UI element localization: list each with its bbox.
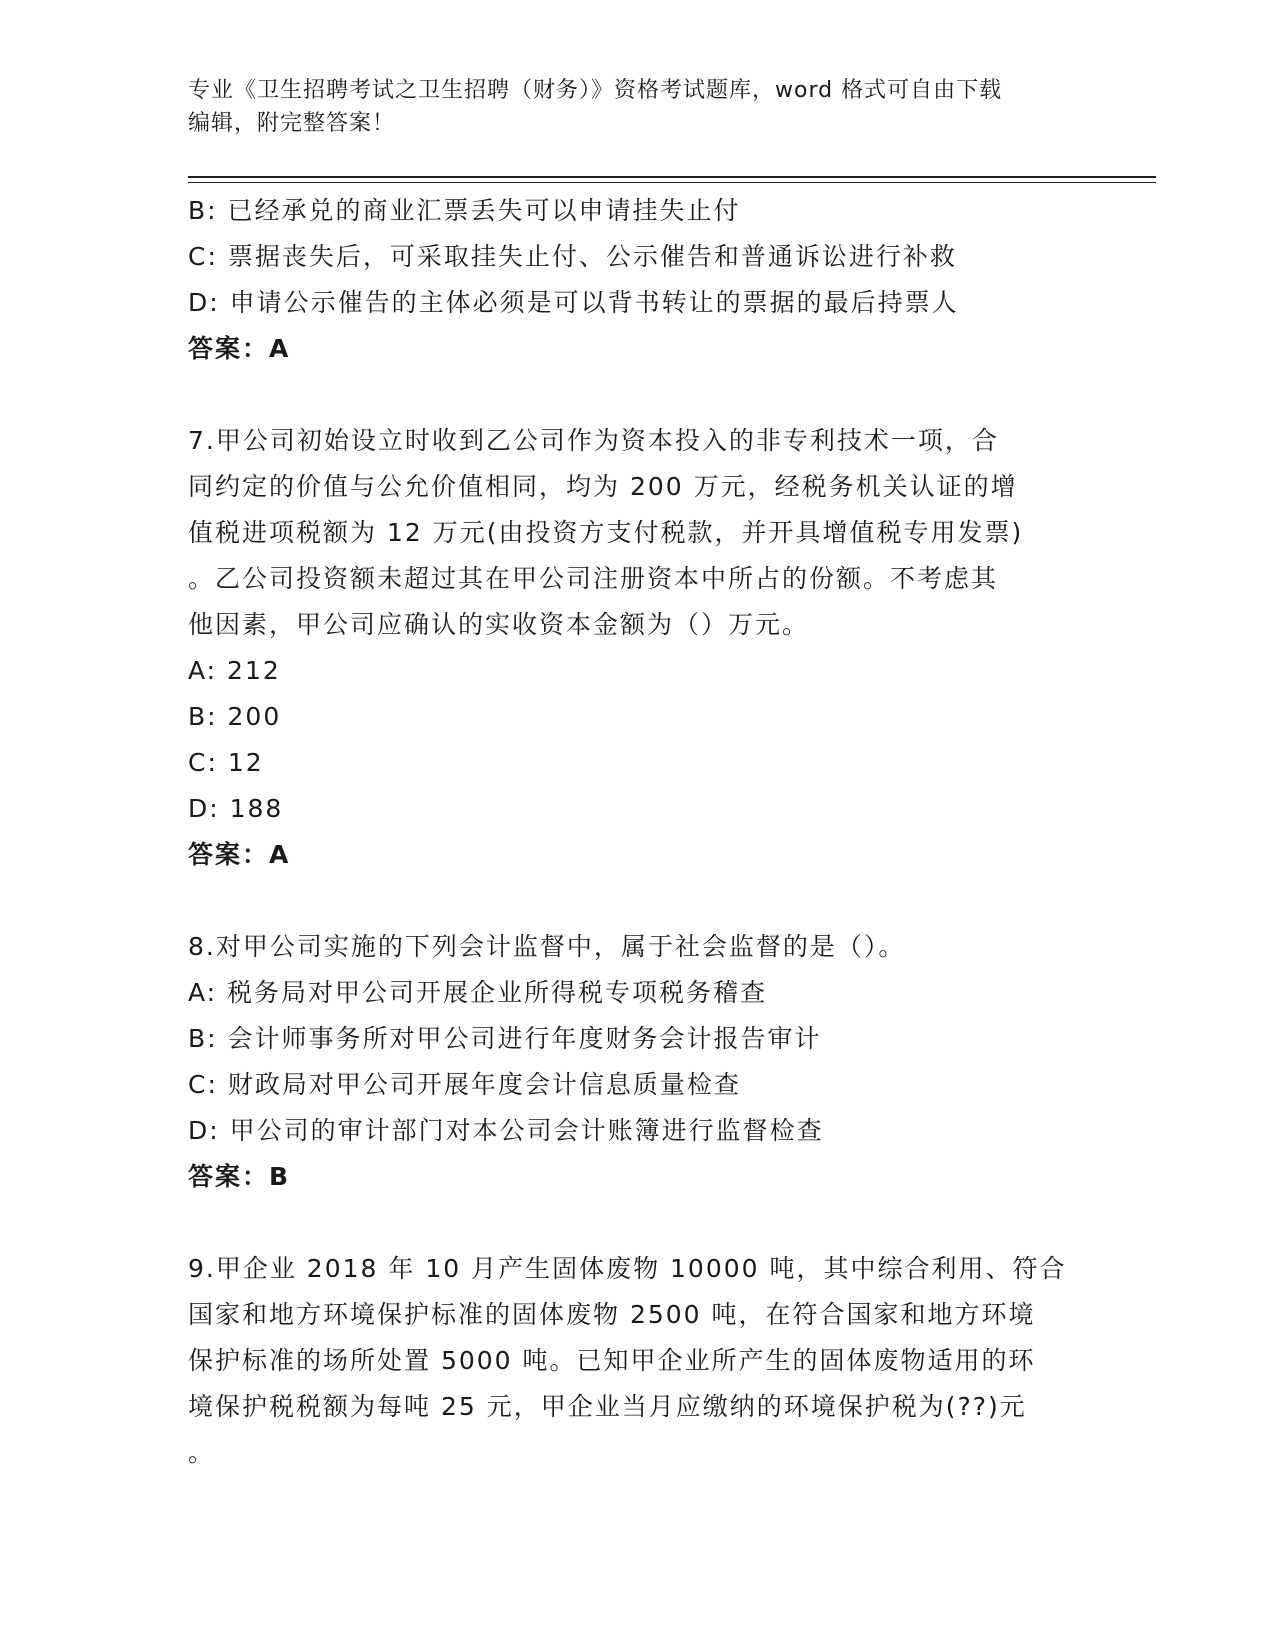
q7-option-d: D: 188 — [188, 794, 284, 823]
q8-option-b: B: 会计师事务所对甲公司进行年度财务会计报告审计 — [188, 1024, 822, 1053]
q7-stem-line: 他因素，甲公司应确认的实收资本金额为（）万元。 — [188, 610, 810, 639]
spacer — [188, 372, 1068, 418]
q6-option-d: D: 申请公示催告的主体必须是可以背书转让的票据的最后持票人 — [188, 288, 959, 317]
q8-answer: 答案：B — [188, 1162, 291, 1191]
q8-option-c: C: 财政局对甲公司开展年度会计信息质量检查 — [188, 1070, 741, 1099]
q7-option-b: B: 200 — [188, 702, 282, 731]
q7-stem-line: 值税进项税额为 12 万元(由投资方支付税款，并开具增值税专用发票) — [188, 518, 1024, 547]
header-line-2: 编辑，附完整答案！ — [188, 111, 396, 136]
q7-stem-line: 。乙公司投资额未超过其在甲公司注册资本中所占的份额。不考虑其 — [188, 564, 999, 593]
q7-answer: 答案：A — [188, 840, 291, 869]
header-rule-thick — [188, 176, 1156, 178]
q9-stem-line: 境保护税税额为每吨 25 元，甲企业当月应缴纳的环境保护税为(??)元 — [188, 1392, 1027, 1421]
spacer — [188, 1200, 1068, 1246]
q6-option-c: C: 票据丧失后，可采取挂失止付、公示催告和普通诉讼进行补救 — [188, 242, 957, 271]
q7-stem-line: 7.甲公司初始设立时收到乙公司作为资本投入的非专利技术一项，合 — [188, 426, 999, 455]
q9-stem-line: 9.甲企业 2018 年 10 月产生固体废物 10000 吨，其中综合利用、符合 — [188, 1254, 1067, 1283]
spacer — [188, 878, 1068, 924]
question-content — [188, 188, 1068, 1476]
q7-option-c: C: 12 — [188, 748, 264, 777]
q6-option-b: B: 已经承兑的商业汇票丢失可以申请挂失止付 — [188, 196, 741, 225]
q7-option-a: A: 212 — [188, 656, 281, 685]
q9-stem-line: 保护标准的场所处置 5000 吨。已知甲企业所产生的固体废物适用的环 — [188, 1346, 1036, 1375]
q9-stem-line: 国家和地方环境保护标准的固体废物 2500 吨，在符合国家和地方环境 — [188, 1300, 1036, 1329]
q8-option-d: D: 甲公司的审计部门对本公司会计账簿进行监督检查 — [188, 1116, 824, 1145]
q7-stem-line: 同约定的价值与公允价值相同，均为 200 万元，经税务机关认证的增 — [188, 472, 1018, 501]
q9-stem-line: 。 — [188, 1438, 216, 1467]
header-rule-thin — [188, 182, 1156, 183]
header-line-1: 专业《卫生招聘考试之卫生招聘（财务）》资格考试题库，word 格式可自由下载 — [188, 78, 1003, 103]
q6-answer: 答案：A — [188, 334, 291, 363]
q8-option-a: A: 税务局对甲公司开展企业所得税专项税务稽查 — [188, 978, 768, 1007]
document-header — [188, 74, 1088, 140]
q8-stem: 8.对甲公司实施的下列会计监督中，属于社会监督的是（）。 — [188, 932, 906, 961]
